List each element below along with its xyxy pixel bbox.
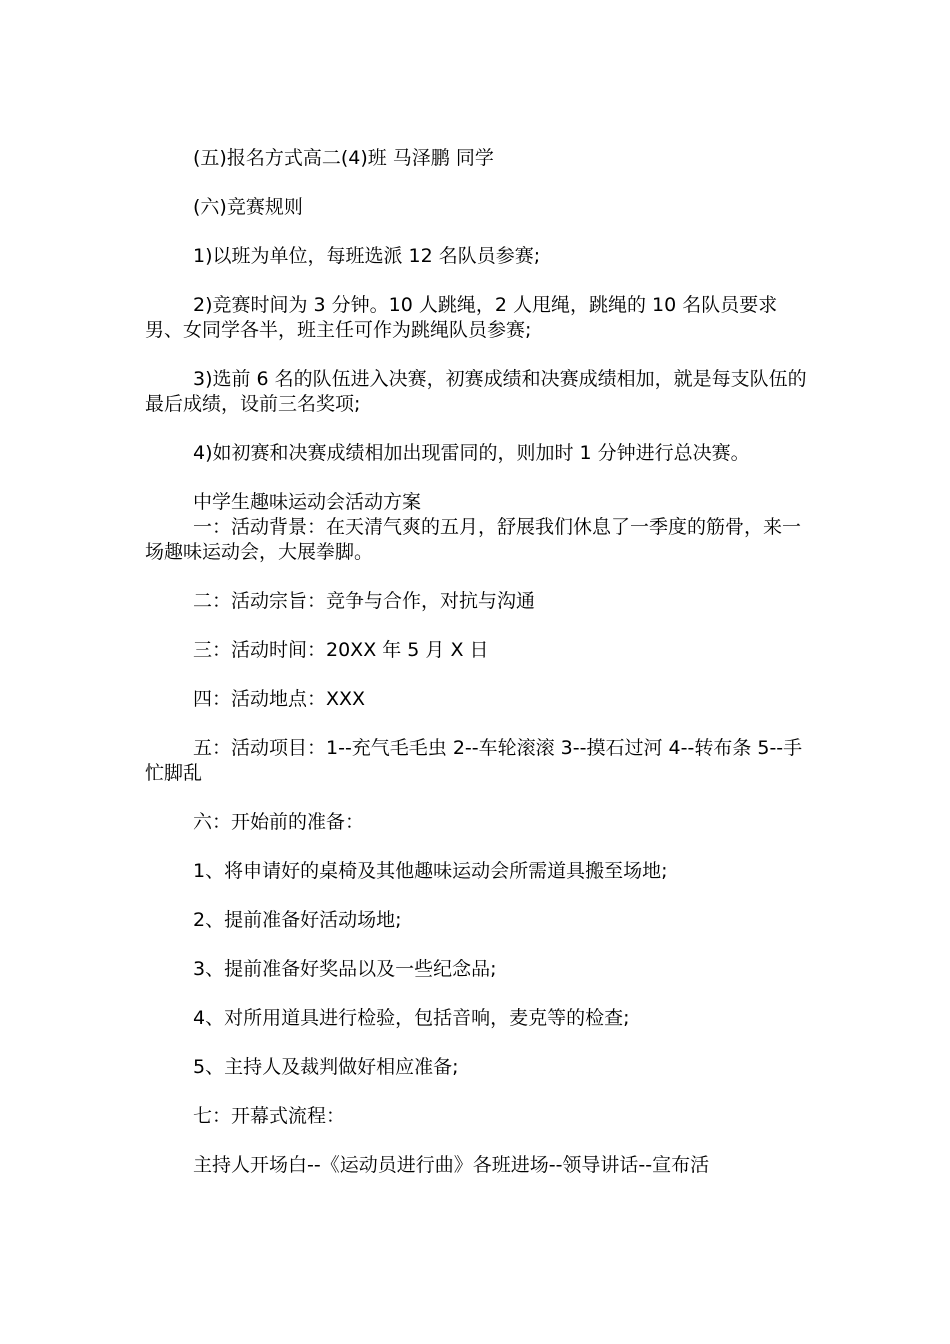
paragraph-rule-2: 2)竞赛时间为 3 分钟。10 人跳绳，2 人甩绳，跳绳的 10 名队员要求男、女同学各半，班主任可作为跳绳队员参赛; — [145, 294, 778, 341]
paragraph-location: 四：活动地点：XXX — [193, 688, 366, 710]
paragraph-prep-5: 5、主持人及裁判做好相应准备; — [193, 1056, 459, 1078]
paragraph-prep-1: 1、将申请好的桌椅及其他趣味运动会所需道具搬至场地; — [193, 860, 668, 882]
section-title: 中学生趣味运动会活动方案 — [193, 491, 422, 513]
paragraph-prep-3: 3、提前准备好奖品以及一些纪念品; — [193, 958, 497, 980]
paragraph-prep-2: 2、提前准备好活动场地; — [193, 909, 402, 931]
paragraph-purpose: 二：活动宗旨：竞争与合作，对抗与沟通 — [193, 590, 536, 612]
paragraph-events: 五：活动项目：1--充气毛毛虫 2--车轮滚滚 3--摸石过河 4--转布条 5--手忙脚乱 — [145, 737, 803, 784]
paragraph-opening-flow: 主持人开场白--《运动员进行曲》各班进场--领导讲话--宣布活 — [193, 1154, 710, 1176]
paragraph-opening-heading: 七：开幕式流程： — [193, 1105, 346, 1127]
paragraph-prep-4: 4、对所用道具进行检验，包括音响，麦克等的检查; — [193, 1007, 630, 1029]
paragraph-rule-1: 1)以班为单位，每班选派 12 名队员参赛; — [193, 245, 541, 267]
paragraph-preparation-heading: 六：开始前的准备： — [193, 811, 365, 833]
paragraph-rule-4: 4)如初赛和决赛成绩相加出现雷同的，则加时 1 分钟进行总决赛。 — [193, 442, 750, 464]
paragraph-time: 三：活动时间：20XX 年 5 月 X 日 — [193, 639, 489, 661]
paragraph-rules-heading: (六)竞赛规则 — [193, 196, 303, 218]
paragraph-rule-3: 3)选前 6 名的队伍进入决赛，初赛成绩和决赛成绩相加，就是每支队伍的最后成绩，设前三名奖项; — [145, 368, 807, 415]
paragraph-registration: (五)报名方式高二(4)班 马泽鹏 同学 — [193, 147, 494, 169]
paragraph-background: 一：活动背景：在天清气爽的五月，舒展我们休息了一季度的筋骨，来一场趣味运动会，大展拳脚。 — [145, 516, 802, 563]
document-body — [145, 146, 807, 1178]
